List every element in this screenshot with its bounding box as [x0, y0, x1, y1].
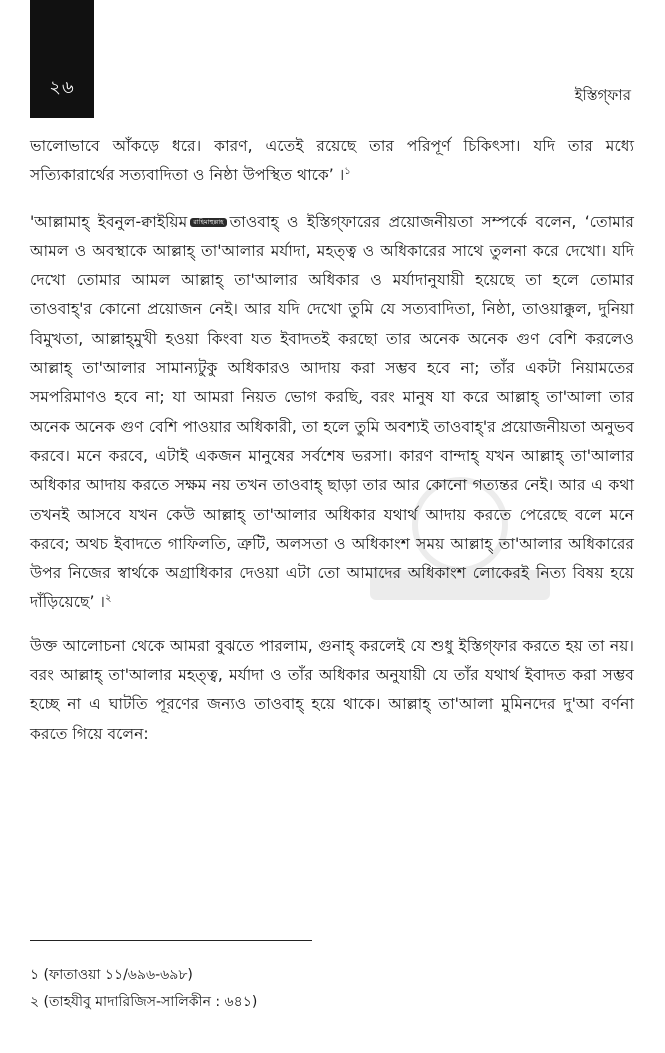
- paragraph-2: 'আল্লামাহ্‌ ইবনুল-ক্বাইয়িম রাহিমাহুল্লাহ তাওবাহ্‌ ও ইস্তিগ্‌ফারের প্রয়োজনীয়তা সম্পর্কে বলেন, ‘তোমার আমল ও অবস্থাকে আল্লাহ্‌ তা'আলার মর্যাদা, মহত্ত্ব ও অধিকারের সাথে তুলনা করে দেখো। যদি দেখো তোমার আমল আল্লাহ্‌ তা'আলার অধিকার ও মর্যাদানুযায়ী হয়েছে তা হলে তোমার তাওবাহ্‌'র কোনো প্রয়োজন নেই। আর যদি দেখো তুমি যে সত্যবাদিতা, নিষ্ঠা, তাওয়াক্কুল, দুনিয়া বিমুখতা, আল্লাহ্‌মুখী হওয়া কিংবা যত ইবাদতই করছো তার অনেক অনেক গুণ বেশি করলেও আল্লাহ্‌ তা'আলার সামান্যটুকু অধিকারও আদায় করা সম্ভব হবে না; তাঁর একটা নিয়ামতের সমপরিমাণও হবে না; যা আমরা নিয়ত ভোগ করছি, বরং মানুষ যা করে আল্লাহ্‌ তা'আলা তার অনেক অনেক গুণ বেশি পাওয়ার অধিকারী, তা হলে তুমি অবশ্যই তাওবাহ্‌'র প্রয়োজনীয়তা অনুভব করবে। মনে করবে, এটাই একজন মানুষের সর্বশেষ ভরসা। কারণ বান্দাহ্‌ যখন আল্লাহ্‌ তা'আলার অধিকার আদায় করতে সক্ষম নয় তখন তাওবাহ্‌ ছাড়া তার আর কোনো গত্যন্তর নেই। আর এ কথা তখনই আসবে যখন কেউ আল্লাহ্‌ তা'আলার অধিকার যথার্থ আদায় করতে পেরেছে বলে মনে করবে; অথচ ইবাদতে গাফিলতি, ত্রুটি, অলসতা ও অধিকাংশ সময় আল্লাহ্‌ তা'আলার অধিকারের উপর নিজের স্বার্থকে অগ্রাধিকার দেওয়া এটা তো আমাদের অধিকাংশ লোকেরই নিত্য বিষয় হয়ে দাঁড়িয়েছে’ ।$^২$: [30, 212, 634, 612]
- footnote-divider: [30, 940, 312, 941]
- paragraph-1: ভালোভাবে আঁকড়ে ধরে। কারণ, এতেই রয়েছে তার পরিপূর্ণ চিকিৎসা। যদি তার মধ্যে সত্যিকারার্থের সত্যবাদিতা ও নিষ্ঠা উপস্থিত থাকে’ ।$^১$: [30, 137, 634, 185]
- paragraph-3: উক্ত আলোচনা থেকে আমরা বুঝতে পারলাম, গুনাহ্‌ করলেই যে শুধু ইস্তিগ্‌ফার করতে হয় তা নয়। বরং আল্লাহ্‌ তা'আলার মহত্ত্ব, মর্যাদা ও তাঁর অধিকার অনুযায়ী যে তাঁর যথার্থ ইবাদত করা সম্ভব হচ্ছে না এ ঘাটতি পূরণের জন্যও তাওবাহ্‌ হয়ে থাকে। আল্লাহ্‌ তা'আলা মুমিনদের দু'আ বর্ণনা করতে গিয়ে বলেন:: [30, 636, 634, 743]
- footnote-2: ২ (তাহযীবু মাদারিজিস-সালিকীন : ৬৪১): [30, 994, 258, 1010]
- page-number-tab: [30, 0, 94, 118]
- footnote-ref-2[interactable]: ২: [104, 593, 112, 605]
- page-number: ২৬: [49, 77, 75, 98]
- footnote-1: ১ (ফাতাওয়া ১১/৬৯৬-৬৯৮): [30, 967, 193, 983]
- running-header: ইস্তিগ্‌ফার: [574, 86, 631, 104]
- footnotes: [30, 962, 257, 1016]
- honorific-ligature: রাহিমাহুল্লাহ: [190, 218, 226, 227]
- body-text: [30, 132, 634, 763]
- footnote-ref-1[interactable]: ১: [344, 166, 351, 178]
